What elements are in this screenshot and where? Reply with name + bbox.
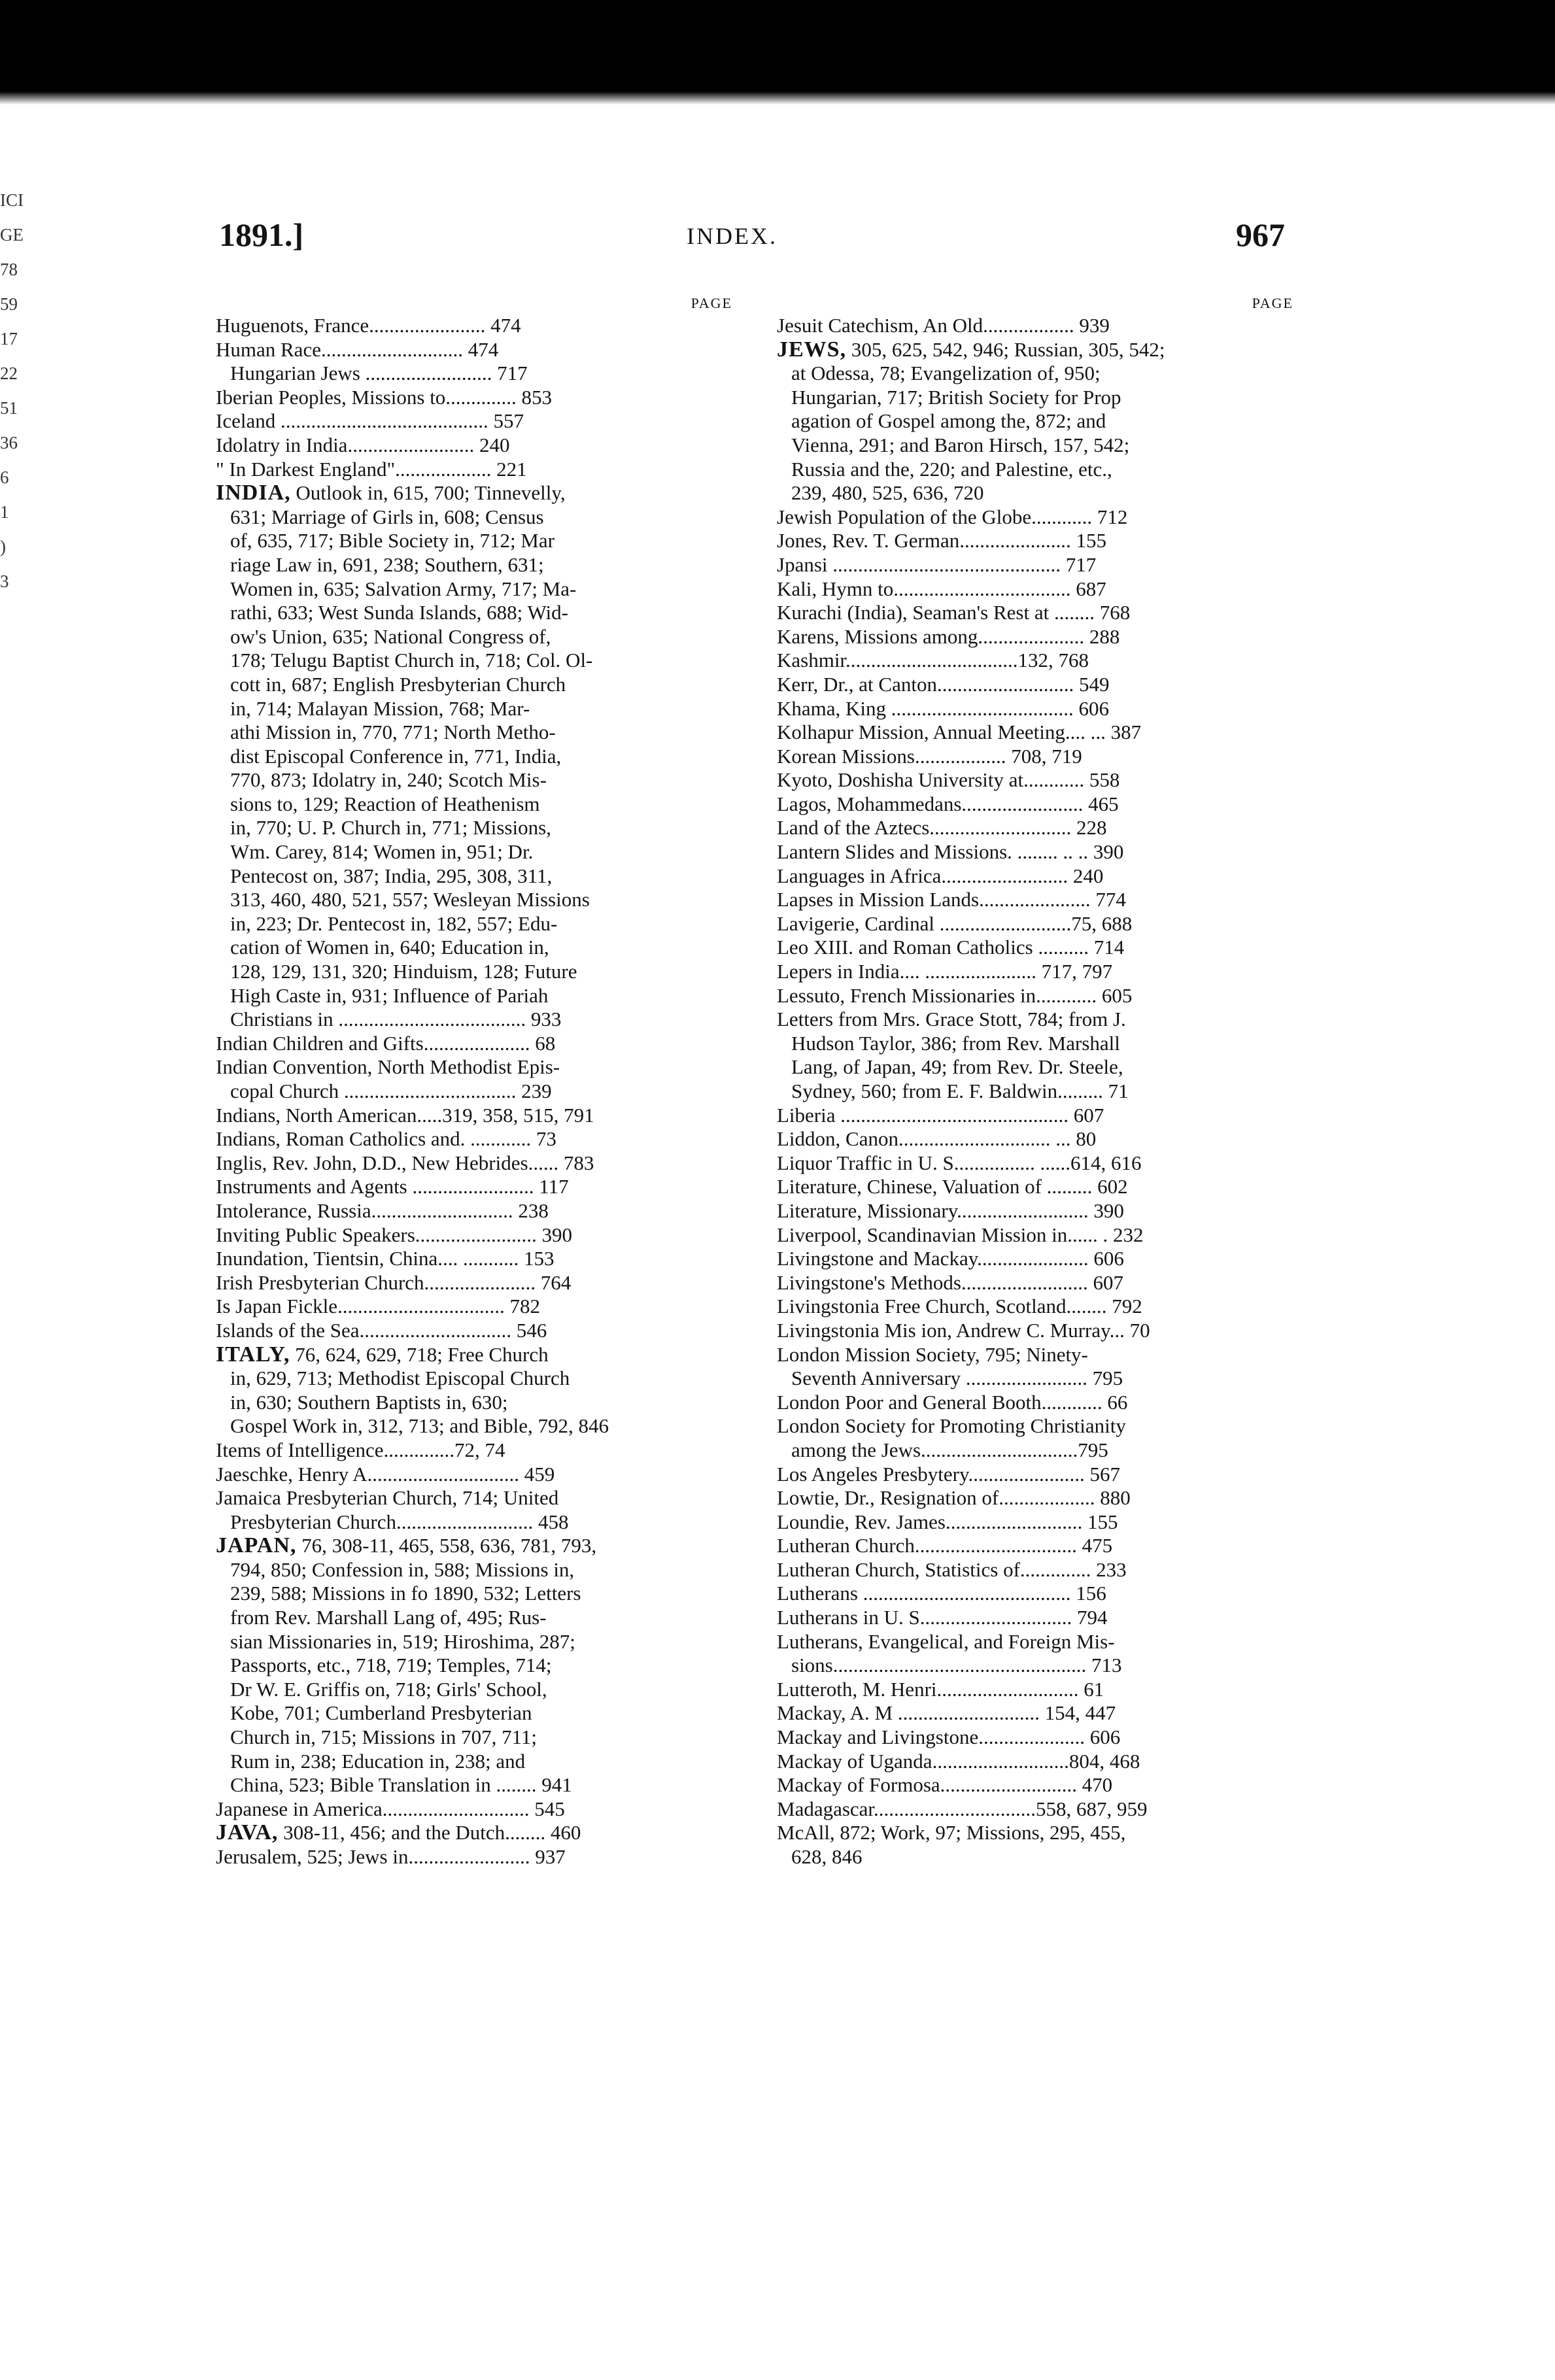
index-line: Lepers in India.... ...................... 717, 797 [777,960,1113,983]
index-line-text: 76, 624, 629, 718; Free Church [290,1342,549,1366]
index-line: of, 635, 717; Bible Society in, 712; Mar [230,529,555,552]
index-line: Inundation, Tientsin, China.... ........... 153 [216,1247,555,1270]
index-line: Jaeschke, Henry A.............................. 459 [216,1462,555,1486]
index-line: Is Japan Fickle................................. 782 [216,1295,540,1318]
index-line: Lutteroth, M. Henri............................ 61 [777,1677,1104,1701]
index-line: Languages in Africa......................... 240 [777,864,1104,887]
index-line: sions to, 129; Reaction of Heathenism [230,792,540,815]
index-line: Korean Missions.................. 708, 719 [777,744,1082,768]
index-line: Livingstonia Free Church, Scotland........ 792 [777,1295,1142,1318]
index-line: Indians, Roman Catholics and. ............ 73 [216,1127,556,1151]
index-line: at Odessa, 78; Evangelization of, 950; [791,362,1101,385]
index-line: Women in, 635; Salvation Army, 717; Ma- [230,577,577,600]
index-line: dist Episcopal Conference in, 771, India, [230,744,562,768]
index-line: Kali, Hymn to................................... 687 [777,577,1106,600]
index-line: Iberian Peoples, Missions to.............. 853 [216,385,553,409]
column-divider [760,294,761,2321]
index-line: Letters from Mrs. Grace Stott, 784; from J. [777,1008,1126,1031]
index-line: Kerr, Dr., at Canton........................... 549 [777,672,1110,696]
index-line: Lutherans in U. S.............................. 794 [777,1606,1108,1629]
margin-fragment: GE [0,225,24,245]
header-year: 1891.] [219,216,304,253]
margin-fragment: 36 [0,433,18,452]
left-margin-fragments [0,183,72,772]
index-line: Hudson Taylor, 386; from Rev. Marshall [791,1031,1120,1055]
margin-fragment: 6 [0,468,9,487]
index-line: Livingstone and Mackay...................... 606 [777,1247,1124,1270]
index-line: Jerusalem, 525; Jews in........................ 937 [216,1845,566,1868]
index-line: Instruments and Agents ........................ 117 [216,1175,569,1198]
index-line: Dr W. E. Griffis on, 718; Girls' School, [230,1677,547,1701]
margin-fragment: 78 [0,260,18,279]
index-line: Pentecost on, 387; India, 295, 308, 311, [230,864,553,887]
index-line: cation of Women in, 640; Education in, [230,936,549,959]
header-page-number: 967 [1236,216,1285,253]
index-line: Islands of the Sea.............................. 546 [216,1318,547,1342]
index-line: 313, 460, 480, 521, 557; Wesleyan Missions [230,888,590,911]
index-line: Khama, King .................................... 606 [777,696,1110,720]
index-line-text: Outlook in, 615, 700; Tinnevelly, [290,481,566,505]
index-line: Kobe, 701; Cumberland Presbyterian [230,1701,532,1725]
index-line: Lessuto, French Missionaries in............ 605 [777,983,1133,1007]
index-line: Mackay, A. M ............................ 154, 447 [777,1701,1116,1725]
index-line: 178; Telugu Baptist Church in, 718; Col. Ol- [230,649,593,672]
index-line: McAll, 872; Work, 97; Missions, 295, 455, [777,1821,1126,1844]
index-line: 794, 850; Confession in, 588; Missions in, [230,1557,575,1581]
index-line: Livingstonia Mis ion, Andrew C. Murray... 70 [777,1318,1150,1342]
index-line: Kurachi (India), Seaman's Rest at ........ 768 [777,601,1131,624]
index-line: Kyoto, Doshisha University at............ 558 [777,768,1120,792]
index-line: rathi, 633; West Sunda Islands, 688; Wid- [230,601,568,624]
index-line: agation of Gospel among the, 872; and [791,409,1106,433]
index-line: in, 630; Southern Baptists in, 630; [230,1390,508,1414]
index-line: Liberia ............................................. 607 [777,1103,1104,1127]
index-line: Mackay of Formosa........................... 470 [777,1773,1113,1797]
index-line [216,1534,732,1558]
index-line: ow's Union, 635; National Congress of, [230,624,551,648]
index-line: in, 770; U. P. Church in, 771; Missions, [230,816,551,840]
index-line: Los Angeles Presbytery....................... 567 [777,1462,1120,1486]
index-line: Lutherans ......................................... 156 [777,1582,1106,1605]
index-line: 239, 480, 525, 636, 720 [791,481,984,505]
index-line: copal Church .................................. 239 [230,1080,552,1102]
index-line: London Poor and General Booth............ 66 [777,1390,1128,1414]
index-line: Items of Intelligence..............72, 74 [216,1438,505,1461]
index-column-left [216,293,732,1869]
margin-fragment: 1 [0,502,9,522]
index-line: Livingstone's Methods......................... 607 [777,1270,1123,1294]
index-line: from Rev. Marshall Lang of, 495; Rus- [230,1606,547,1629]
index-line: Church in, 715; Missions in 707, 711; [230,1726,538,1749]
index-line: Liquor Traffic in U. S................ ......614, 616 [777,1151,1142,1174]
index-line: Loundie, Rev. James........................... 155 [777,1510,1118,1533]
index-line: cott in, 687; English Presbyterian Church [230,672,566,696]
index-column-right [777,293,1293,1869]
index-line: Rum in, 238; Education in, 238; and [230,1749,526,1773]
index-line: Land of the Aztecs............................ 228 [777,816,1107,840]
index-line: Karens, Missions among..................... 288 [777,624,1120,648]
index-line: Sydney, 560; from E. F. Baldwin......... 71 [791,1080,1129,1102]
index-line: High Caste in, 931; Influence of Pariah [230,983,549,1007]
index-line: 628, 846 [791,1845,863,1868]
index-line: Madagascar................................558, 687, 959 [777,1797,1148,1820]
index-line: in, 714; Malayan Mission, 768; Mar- [230,696,530,720]
index-line: Jamaica Presbyterian Church, 714; United [216,1486,559,1510]
index-line: Japanese in America............................. 545 [216,1797,565,1820]
index-line: riage Law in, 691, 238; Southern, 631; [230,552,544,576]
page-label: PAGE [691,295,732,311]
index-headword: JEWS, [777,337,847,362]
index-line: Kashmir..................................132, 768 [777,649,1089,672]
header-title: INDEX. [687,223,778,249]
index-line: Mackay and Livingstone..................... 606 [777,1726,1121,1749]
index-headword: JAVA, [216,1820,279,1845]
index-line: Liddon, Canon.............................. ... 80 [777,1127,1097,1151]
index-line: Passports, etc., 718, 719; Temples, 714; [230,1654,552,1677]
index-line: Indian Convention, North Methodist Epis- [216,1055,560,1079]
index-line-text: 76, 308-11, 465, 558, 636, 781, 793, [296,1534,597,1557]
margin-fragment: 17 [0,329,18,348]
index-line: among the Jews...............................795 [791,1438,1108,1461]
index-line: Lang, of Japan, 49; from Rev. Dr. Steele, [791,1055,1123,1079]
index-line: Inviting Public Speakers........................ 390 [216,1223,573,1246]
index-line: Lowtie, Dr., Resignation of................... 880 [777,1486,1131,1510]
index-line: Hungarian Jews ......................... 717 [230,362,528,385]
index-line: Christians in ..................................... 933 [230,1008,562,1031]
index-line: Jones, Rev. T. German...................... 155 [777,529,1106,552]
index-lines [777,314,1293,1869]
index-line: Intolerance, Russia............................ 238 [216,1198,549,1222]
index-line: Human Race............................ 474 [216,337,499,361]
index-line: Irish Presbyterian Church...................... 764 [216,1270,572,1294]
index-line: " In Darkest England"................... 221 [216,457,527,481]
index-line: Vienna, 291; and Baron Hirsch, 157, 542; [791,433,1130,456]
index-lines [216,314,732,1869]
margin-fragment: 3 [0,571,9,591]
index-headword: INDIA, [216,481,291,505]
index-line: Lagos, Mohammedans........................ 465 [777,792,1119,815]
index-line: Indian Children and Gifts..................... 68 [216,1031,556,1055]
margin-fragment: ICI [0,190,24,210]
index-line: Lavigerie, Cardinal ..........................75, 688 [777,911,1133,935]
index-line: Jesuit Catechism, An Old.................. 939 [777,314,1110,337]
index-line: London Society for Promoting Christianity [777,1414,1126,1438]
scan-border-top [0,0,1555,92]
index-line: in, 629, 713; Methodist Episcopal Church [230,1367,570,1390]
page-label: PAGE [1252,295,1293,311]
index-line: Mackay of Uganda...........................804, 468 [777,1749,1140,1773]
index-line: Literature, Missionary.......................... 390 [777,1198,1124,1222]
index-line: China, 523; Bible Translation in ........ 941 [230,1773,572,1797]
index-line: Liverpool, Scandinavian Mission in...... . 232 [777,1223,1144,1246]
margin-fragment: 51 [0,398,18,418]
index-line: 770, 873; Idolatry in, 240; Scotch Mis- [230,768,547,792]
index-line: Leo XIII. and Roman Catholics .......... 714 [777,936,1125,959]
index-line-text: 308-11, 456; and the Dutch........ 460 [278,1821,581,1844]
index-line: Wm. Carey, 814; Women in, 951; Dr. [230,840,534,864]
index-line: Hungarian, 717; British Society for Prop [791,385,1121,409]
margin-fragment: ) [0,537,6,556]
index-line: 631; Marriage of Girls in, 608; Census [230,505,544,528]
index-line: Lutherans, Evangelical, and Foreign Mis- [777,1629,1115,1653]
index-headword: ITALY, [216,1342,290,1367]
index-line: Seventh Anniversary ........................ 795 [791,1367,1123,1390]
index-line: Kolhapur Mission, Annual Meeting.... ... 387 [777,721,1142,744]
index-line: Inglis, Rev. John, D.D., New Hebrides...... 783 [216,1151,594,1174]
index-line: sions.................................................. 713 [791,1654,1122,1677]
index-line: Jewish Population of the Globe............ 712 [777,505,1128,528]
margin-fragment: 59 [0,294,18,314]
index-line [216,481,732,505]
index-line: Iceland ......................................... 557 [216,409,524,433]
index-line: Literature, Chinese, Valuation of ......... 602 [777,1175,1128,1198]
index-headword: JAPAN, [216,1533,297,1558]
index-line: Lantern Slides and Missions. ........ .. .. 390 [777,840,1124,864]
scan-border-shadow [0,92,1555,105]
index-line: Jpansi ............................................. 717 [777,552,1097,576]
index-line: Gospel Work in, 312, 713; and Bible, 792, 846 [230,1414,609,1438]
index-line: Indians, North American.....319, 358, 515, 791 [216,1103,594,1127]
index-line: Presbyterian Church........................... 458 [230,1510,569,1533]
index-line: 239, 588; Missions in fo 1890, 532; Letters [230,1582,581,1605]
index-line [216,1343,732,1367]
index-line: London Mission Society, 795; Ninety- [777,1342,1088,1366]
index-line: in, 223; Dr. Pentecost in, 182, 557; Edu- [230,911,558,935]
index-line: sian Missionaries in, 519; Hiroshima, 287; [230,1629,575,1653]
index-line: Huguenots, France....................... 474 [216,314,521,337]
index-line: Lutheran Church................................ 475 [777,1534,1113,1557]
index-line: Russia and the, 220; and Palestine, etc., [791,457,1112,481]
index-line [777,338,1293,362]
index-line: Lapses in Mission Lands...................... 774 [777,888,1126,911]
index-line-text: 305, 625, 542, 946; Russian, 305, 542; [846,337,1165,361]
index-line: Lutheran Church, Statistics of.............. 233 [777,1557,1127,1581]
margin-fragment: 22 [0,364,18,383]
index-line: Idolatry in India......................... 240 [216,433,510,456]
index-line [216,1821,732,1845]
index-line: 128, 129, 131, 320; Hinduism, 128; Future [230,960,577,983]
index-line: athi Mission in, 770, 771; North Metho- [230,721,556,744]
